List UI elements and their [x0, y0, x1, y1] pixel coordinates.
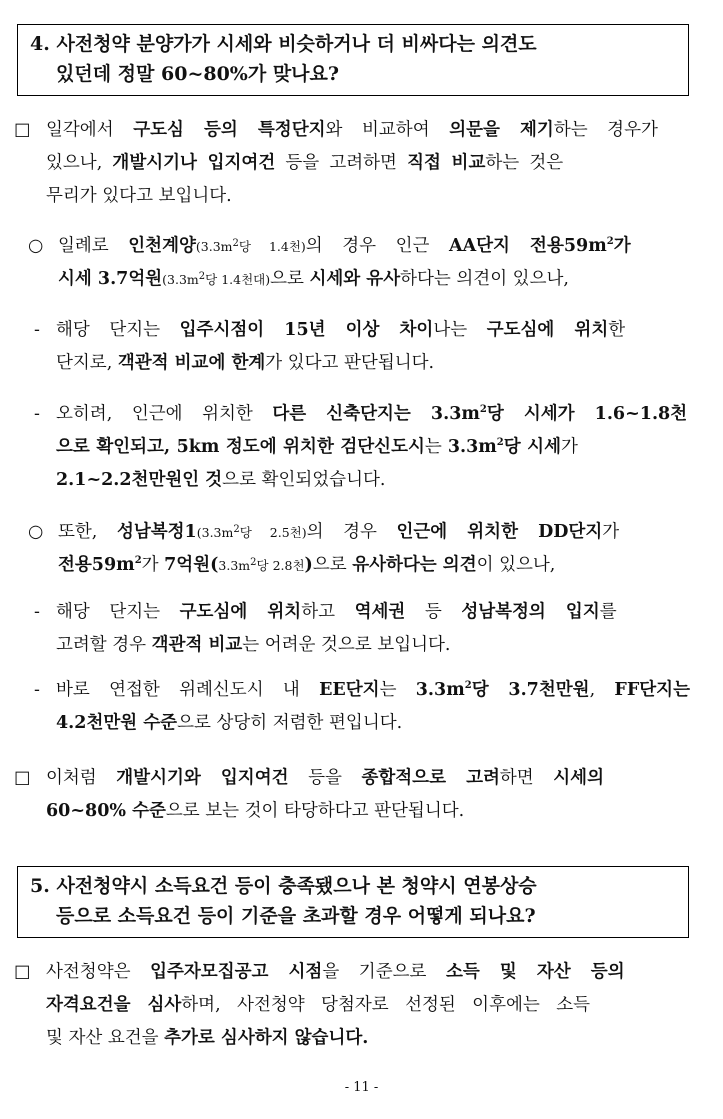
text: 당 1.4천): [238, 239, 306, 254]
text: 와 비교하여: [325, 120, 450, 140]
text: 가: [613, 236, 631, 256]
text: 3.3m: [447, 437, 497, 457]
bold-text: 추가로 심사하지 않습니다.: [164, 1028, 369, 1048]
text: 당 시세: [503, 437, 561, 457]
text: 또한,: [58, 522, 117, 542]
superscript: 2: [233, 523, 240, 535]
text: 단지로,: [56, 353, 118, 373]
text-line: [56, 707, 690, 740]
text: 등을 고려하면: [275, 153, 408, 173]
circle-bullet: ○: [28, 236, 44, 256]
bold-text: 2.1~2.2천만원인 것: [56, 470, 223, 490]
text: 당 1.4천대): [205, 272, 271, 287]
bold-text: 4.2천만원 수준: [56, 713, 178, 733]
bold-text: 입주시점이 15년 이상 차이: [179, 320, 434, 340]
text: 를: [599, 602, 617, 622]
question-line-1: 사전청약시 소득요건 등이 충족됐으나 본 청약시 연봉상승: [56, 875, 537, 897]
text-line: [46, 762, 604, 795]
bold-text: 시세의: [553, 768, 604, 788]
superscript: 2: [496, 437, 504, 449]
text: 당 3.7천만원: [471, 680, 590, 700]
text: (3.3m: [162, 272, 199, 287]
question-number: 5.: [30, 875, 50, 897]
bold-text: 객관적 비교에 한계: [117, 353, 266, 373]
bold-text: 직접 비교: [407, 153, 486, 173]
text-line: [56, 629, 617, 662]
text: 바로 연접한 위례신도시 내: [56, 680, 320, 700]
text: 의 경우 인근: [305, 236, 449, 256]
superscript: 2: [606, 236, 614, 248]
text: (3.3m: [196, 525, 234, 540]
paragraph-2: [58, 230, 631, 296]
text: 등: [405, 602, 462, 622]
text: 으로: [312, 555, 353, 575]
bold-text: 인근에 위치한 DD단지: [396, 522, 603, 542]
bold-text: [272, 404, 687, 424]
text: 전용59m: [58, 555, 135, 575]
text-line: [56, 674, 690, 707]
text: 당 2.8천: [256, 558, 305, 573]
text: 한: [608, 320, 626, 340]
text: 및 자산 요건을: [46, 1028, 165, 1048]
bold-text: 소득 및 자산 등의: [446, 962, 625, 982]
bold-text: FF단지는: [614, 680, 690, 700]
text: 하는 것은: [485, 153, 564, 173]
text-line: [58, 263, 631, 296]
bold-text: 유사하다는 의견: [352, 555, 477, 575]
text: 는 어려운 것으로 보입니다.: [242, 635, 451, 655]
text: 으로: [270, 269, 310, 289]
paragraph-9: [46, 956, 625, 1055]
bold-text: 종합적으로 고려: [361, 768, 500, 788]
bold-text: [448, 437, 561, 457]
text: 으로 상당히 저렴한 편입니다.: [177, 713, 403, 733]
question-line-2: 등으로 소득요건 등이 기준을 초과할 경우 어떻게 되나요?: [56, 905, 536, 927]
bold-text: 자격요건을 심사: [46, 995, 182, 1015]
text: 의 경우: [306, 522, 397, 542]
text: 등을: [288, 768, 362, 788]
square-bullet: □: [14, 120, 31, 140]
bold-text: 60~80% 수준: [46, 801, 166, 821]
text-line: [46, 114, 658, 147]
text-line: [46, 956, 625, 989]
bold-text: 구도심에 위치: [179, 602, 302, 622]
text-line: [56, 431, 687, 464]
text-line: [56, 596, 617, 629]
text: 하고: [301, 602, 355, 622]
text-line: [46, 147, 658, 180]
small-text: [196, 239, 306, 254]
text: 으로 확인되었습니다.: [222, 470, 386, 490]
dash-bullet: -: [34, 404, 40, 424]
superscript: 2: [479, 404, 487, 416]
text: 가: [602, 522, 620, 542]
text: 하며, 사전청약 당첨자로 선정된 이후에는 소득: [181, 995, 591, 1015]
text: 사전청약은: [46, 962, 151, 982]
square-bullet: □: [14, 768, 31, 788]
bold-text: [58, 555, 142, 575]
bold-text: 객관적 비교: [151, 635, 243, 655]
text-line: [56, 464, 687, 497]
bold-text: [449, 236, 631, 256]
dash-bullet: -: [34, 602, 40, 622]
text: 이처럼: [46, 768, 117, 788]
superscript: 2: [198, 270, 206, 282]
text: 해당 단지는: [56, 320, 180, 340]
text: 3.3m: [415, 680, 465, 700]
small-text: [197, 525, 307, 540]
bold-text: 성남복정의 입지: [461, 602, 600, 622]
text: 는: [424, 437, 448, 457]
superscript: 2: [464, 680, 472, 692]
text: 이 있으나,: [476, 555, 556, 575]
bold-text: 역세권: [354, 602, 406, 622]
square-bullet: □: [14, 962, 31, 982]
paragraph-7: [56, 674, 690, 740]
bold-text: 성남복정1: [116, 522, 197, 542]
small-text: [218, 558, 304, 573]
question-4-box: [17, 24, 689, 96]
text-line: 무리가 있다고 보입니다.: [46, 186, 232, 206]
dash-bullet: -: [34, 680, 40, 700]
bold-text: EE단지: [319, 680, 380, 700]
small-text: [162, 272, 270, 287]
text: 고려할 경우: [56, 635, 152, 655]
bold-text: 구도심에 위치: [486, 320, 609, 340]
text: 당 2.5천): [239, 525, 307, 540]
text: 가: [561, 437, 578, 457]
text: (3.3m: [195, 239, 233, 254]
text-line: [56, 398, 687, 431]
text: AA단지 전용59m: [449, 236, 607, 256]
text-line: [56, 314, 625, 347]
text: ,: [589, 680, 615, 700]
text-line: [58, 549, 619, 582]
text-line: [46, 1022, 625, 1055]
question-line-2: 있던데 정말 60~80%가 맞나요?: [56, 63, 340, 85]
dash-bullet: -: [34, 320, 40, 340]
text: 있으나,: [46, 153, 113, 173]
text-line: [58, 516, 619, 549]
question-line-1: 사전청약 분양가가 시세와 비슷하거나 더 비싸다는 의견도: [56, 33, 537, 55]
superscript: 2: [250, 556, 257, 568]
bold-text: 의문을 제기: [449, 120, 554, 140]
bold-text: ): [304, 555, 313, 575]
text: 다른 신축단지는 3.3m: [272, 404, 480, 424]
text: 는: [379, 680, 416, 700]
bold-text: 인천계양: [128, 236, 196, 256]
text: 하는 경우가: [553, 120, 658, 140]
bold-text: 시세 3.7억원: [58, 269, 163, 289]
bold-text: 입주자모집공고 시점: [150, 962, 323, 982]
text: 으로 보는 것이 타당하다고 판단됩니다.: [165, 801, 465, 821]
superscript: 2: [134, 555, 142, 567]
text: 을 기준으로: [322, 962, 446, 982]
bold-text: 시세와 유사: [309, 269, 401, 289]
paragraph-8: [46, 762, 604, 828]
text-line: [58, 230, 631, 263]
text-line: [56, 347, 625, 380]
text: 해당 단지는: [56, 602, 180, 622]
text: 3.3m: [218, 558, 251, 573]
text: 일례로: [58, 236, 129, 256]
question-number: 4.: [30, 33, 50, 55]
text: 일각에서: [46, 120, 134, 140]
text: 오히려, 인근에 위치한: [56, 404, 273, 424]
text-line: [46, 795, 604, 828]
paragraph-4: [56, 398, 687, 497]
bold-text: 개발시기나 입지여건: [112, 153, 276, 173]
paragraph-6: [56, 596, 617, 662]
bold-text: 으로 확인되고, 5km 정도에 위치한 검단신도시: [56, 437, 425, 457]
superscript: 2: [232, 237, 239, 249]
text: 당 시세가 1.6~1.8천: [486, 404, 688, 424]
question-5-box: [17, 866, 689, 938]
paragraph-1: [46, 114, 658, 213]
text: 가 있다고 판단됩니다.: [265, 353, 435, 373]
bold-text: 개발시기와 입지여건: [116, 768, 289, 788]
bold-text: 구도심 등의 특정단지: [133, 120, 326, 140]
text: 하다는 의견이 있으나,: [400, 269, 569, 289]
circle-bullet: ○: [28, 522, 44, 542]
text-line: [46, 989, 625, 1022]
page-number: - 11 -: [344, 1080, 379, 1095]
paragraph-5: [58, 516, 619, 582]
text: 나는: [433, 320, 487, 340]
paragraph-3: [56, 314, 625, 380]
text: 하면: [499, 768, 554, 788]
bold-text: [416, 680, 590, 700]
bold-text: 7억원(: [164, 555, 219, 575]
text: 가: [141, 555, 165, 575]
